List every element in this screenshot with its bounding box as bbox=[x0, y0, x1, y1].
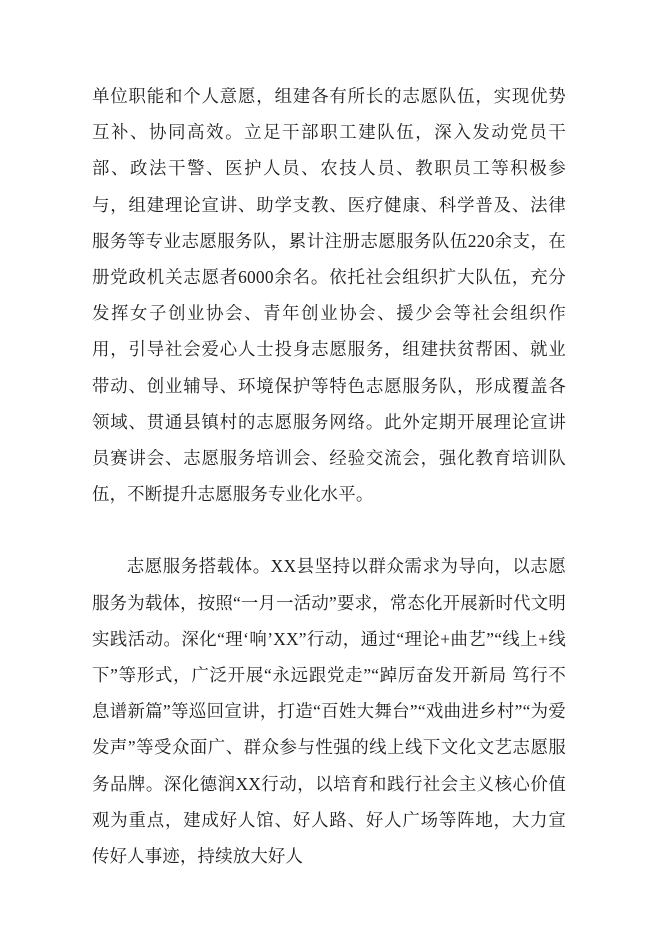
paragraph-2: 志愿服务搭载体。XX县坚持以群众需求为导向，以志愿服务为载体，按照“一月一活动”要求，常态化开展新时代文明实践活动。深化“理‘响’XX”行动，通过“理论+曲艺”“线上+线下”等形式，广泛开展“永远跟党走”“踔厉奋发开新局 笃行不息谱新篇”等巡回宣讲，打造“百姓大舞台”“戏曲进乡村”“为爱发声”等受众面广、群众参与性强的线上线下文化文艺志愿服务品牌。深化德润XX行动，以培育和践行社会主义核心价值观为重点，建成好人馆、好人路、好人广场等阵地，大力宣传好人事迹，持续放大好人 bbox=[92, 556, 566, 867]
document-body bbox=[92, 78, 566, 874]
paragraph-1: 单位职能和个人意愿，组建各有所长的志愿队伍，实现优势互补、协同高效。立足干部职工建队伍，深入发动党员干部、政法干警、医护人员、农技人员、教职员工等积极参与，组建理论宣讲、助学支教、医疗健康、科学普及、法律服务等专业志愿服务队，累计注册志愿服务队伍220余支，在册党政机关志愿者6000余名。依托社会组织扩大队伍，充分发挥女子创业协会、青年创业协会、援少会等社会组织作用，引导社会爱心人士投身志愿服务，组建扶贫帮困、就业带动、创业辅导、环境保护等特色志愿服务队，形成覆盖各领域、贯通县镇村的志愿服务网络。此外定期开展理论宣讲员赛讲会、志愿服务培训会、经验交流会，强化教育培训队伍，不断提升志愿服务专业化水平。 bbox=[92, 86, 566, 505]
